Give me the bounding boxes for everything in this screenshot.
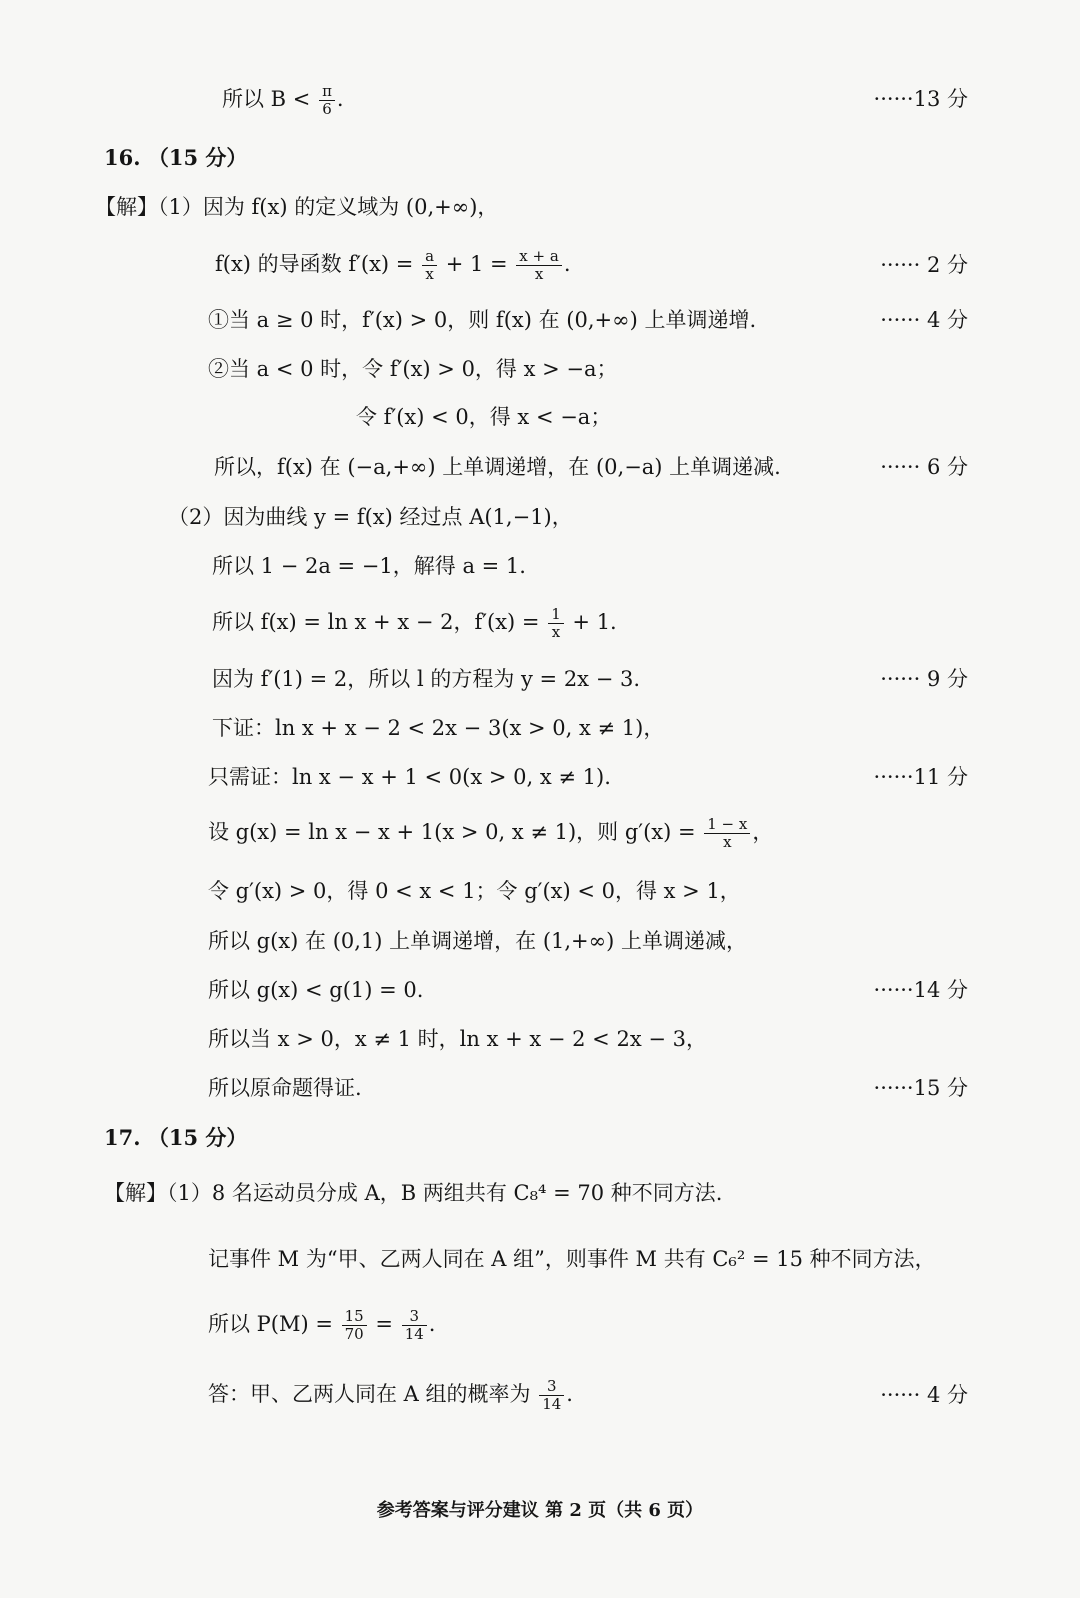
line-solve-a: 所以 1 − 2a = −1，解得 a = 1.: [212, 554, 526, 578]
line-event-m: 记事件 M 为“甲、乙两人同在 A 组”，则事件 M 共有 C₆² = 15 种不同方法，: [208, 1247, 936, 1271]
line-conclusion: 所以当 x > 0，x ≠ 1 时，ln x + x − 2 < 2x − 3，: [208, 1027, 707, 1051]
line-tangent: 因为 f′(1) = 2，所以 l 的方程为 y = 2x − 3.: [212, 667, 641, 691]
fraction: $\frac{\pi}{6}$: [319, 83, 335, 118]
line-case-2a: ②当 a < 0 时，令 f′(x) > 0，得 x > −a；: [208, 357, 618, 381]
score-6: ······ 6 分: [880, 455, 968, 479]
line-to-prove: 下证：ln x + x − 2 < 2x − 3(x > 0, x ≠ 1)，: [212, 716, 665, 740]
line-part-2: （2）因为曲线 y = f(x) 经过点 A(1,−1)，: [168, 505, 573, 529]
line-g-sign: 令 g′(x) > 0，得 0 < x < 1；令 g′(x) < 0，得 x > 1，: [208, 879, 741, 903]
fraction: $\frac{x + a}{x}$: [516, 248, 562, 283]
line-case-1: ①当 a ≥ 0 时，f′(x) > 0，则 f(x) 在 (0,+∞) 上单调递增.: [208, 308, 757, 332]
line-answer: 答：甲、乙两人同在 A 组的概率为 $\frac{3}{14}$ .: [208, 1377, 573, 1413]
fraction: $\frac{1 - x}{x}$: [704, 816, 750, 851]
line-domain: 【解】（1）因为 f(x) 的定义域为 (0,+∞)，: [95, 195, 499, 219]
line-monotonic-summary: 所以，f(x) 在 (−a,+∞) 上单调递增，在 (0,−a) 上单调递减.: [214, 455, 781, 479]
line-define-g: 设 g(x) = ln x − x + 1(x > 0, x ≠ 1)，则 g′(x) = $\frac{1 - x}{x}$ ，: [208, 815, 774, 851]
score-15: ······15 分: [873, 1076, 968, 1100]
score-11: ······11 分: [873, 765, 968, 789]
line-need-prove: 只需证：ln x − x + 1 < 0(x > 0, x ≠ 1).: [208, 765, 611, 789]
score-13: ······13 分: [873, 87, 968, 111]
line-g-max: 所以 g(x) < g(1) = 0.: [208, 978, 424, 1002]
score-2: ······ 2 分: [880, 253, 968, 277]
line-probability: 所以 P(M) = $\frac{15}{70}$ = $\frac{3}{14}$ .: [208, 1307, 436, 1343]
score-4b: ······ 4 分: [880, 1383, 968, 1407]
line-derivative: f(x) 的导函数 f′(x) = $\frac{a}{x}$ + 1 = $\frac{x + a}{x}$ .: [215, 247, 571, 283]
fraction: $\frac{1}{x}$: [548, 606, 564, 641]
line-proven: 所以原命题得证.: [208, 1076, 362, 1100]
score-9: ······ 9 分: [880, 667, 968, 691]
line-combinations: 【解】（1）8 名运动员分成 A，B 两组共有 C₈⁴ = 70 种不同方法.: [104, 1181, 723, 1205]
fraction: $\frac{a}{x}$: [422, 248, 437, 283]
fraction: $\frac{3}{14}$: [539, 1378, 564, 1413]
score-4: ······ 4 分: [880, 308, 968, 332]
line-g-monotonic: 所以 g(x) 在 (0,1) 上单调递增，在 (1,+∞) 上单调递减，: [208, 929, 748, 953]
fraction: $\frac{15}{70}$: [342, 1308, 367, 1343]
line-b-less-pi-over-6: 所以 B < $\frac{\pi}{6}$ .: [222, 82, 344, 118]
question-16-title: 16. （15 分）: [104, 145, 248, 170]
score-14: ······14 分: [873, 978, 968, 1002]
question-17-title: 17. （15 分）: [104, 1125, 248, 1150]
line-fx-expression: 所以 f(x) = ln x + x − 2，f′(x) = $\frac{1}{x}$ + 1.: [212, 605, 617, 641]
page-footer: 参考答案与评分建议 第 2 页（共 6 页）: [376, 1500, 704, 1521]
line-case-2b: 令 f′(x) < 0，得 x < −a；: [356, 405, 612, 429]
fraction: $\frac{3}{14}$: [402, 1308, 427, 1343]
